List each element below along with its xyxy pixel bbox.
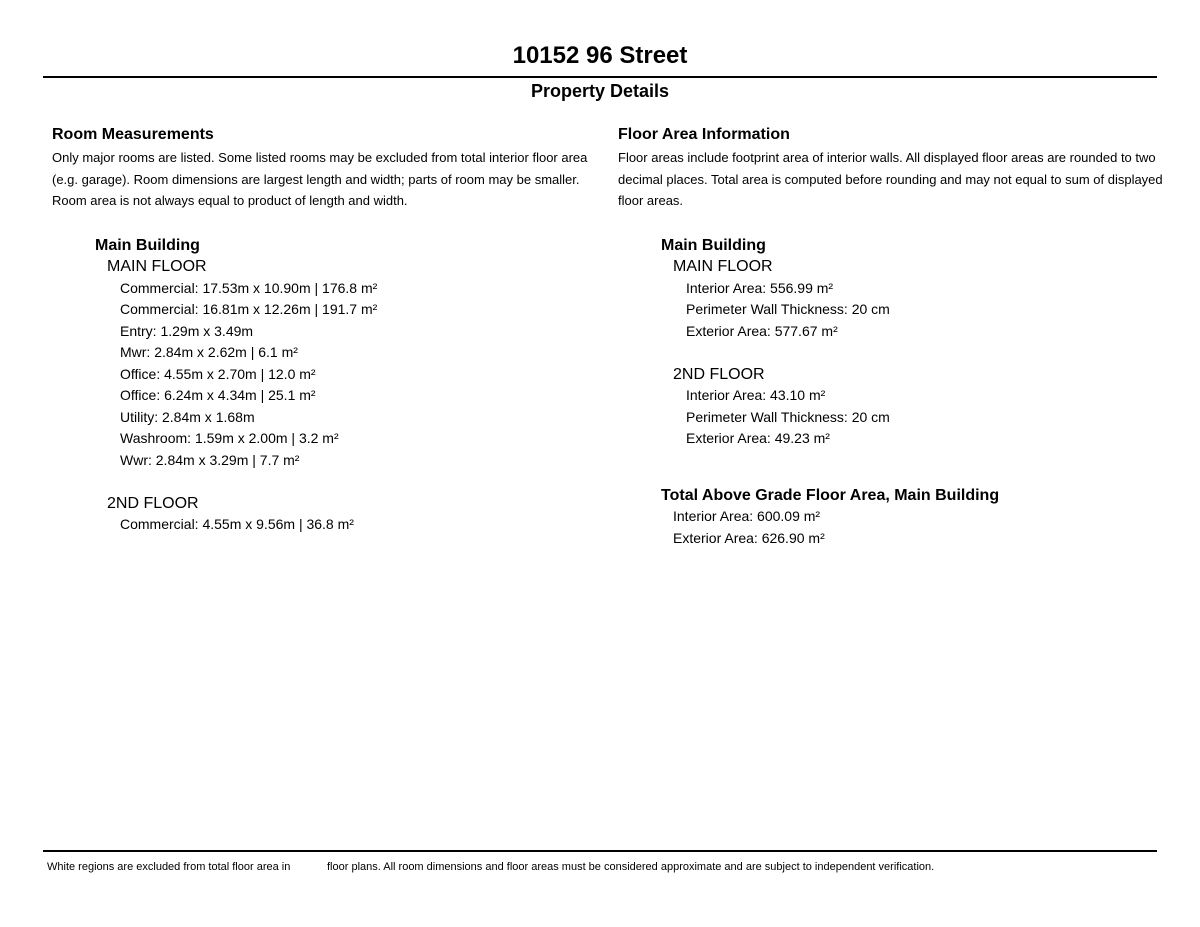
footer-note-part2: floor plans. All room dimensions and floor areas must be considered approximate and are subject to independent verification. <box>327 861 935 873</box>
room-floor-main <box>107 256 592 471</box>
room-floor-second <box>107 493 592 536</box>
area-building-block <box>661 235 1168 450</box>
room-building-name: Main Building <box>95 236 200 254</box>
floor-area-heading: Floor Area Information <box>618 126 790 143</box>
area-item: Exterior Area: 577.67 m² <box>686 322 838 339</box>
room-item: Office: 4.55m x 2.70m | 12.0 m² <box>120 365 316 382</box>
page-title: 10152 96 Street <box>512 42 688 69</box>
room-item: Entry: 1.29m x 3.49m <box>120 322 254 339</box>
room-item: Commercial: 16.81m x 12.26m | 191.7 m² <box>120 301 378 317</box>
room-measurements-heading: Room Measurements <box>52 126 214 143</box>
room-item: Commercial: 4.55m x 9.56m | 36.8 m² <box>120 516 354 532</box>
area-floor-second <box>673 364 1168 450</box>
area-floor-name: MAIN FLOOR <box>673 258 773 275</box>
room-item: Mwr: 2.84m x 2.62m | 6.1 m² <box>120 344 298 360</box>
room-measurements-section <box>52 124 592 536</box>
total-area-block <box>661 485 1168 550</box>
area-item: Interior Area: 43.10 m² <box>686 387 826 403</box>
room-item: Utility: 2.84m x 1.68m <box>120 408 255 425</box>
footer-divider <box>43 850 1157 852</box>
room-item: Washroom: 1.59m x 2.00m | 3.2 m² <box>120 430 339 446</box>
room-item: Commercial: 17.53m x 10.90m | 176.8 m² <box>120 279 378 296</box>
total-interior-area: Interior Area: 600.09 m² <box>673 508 821 524</box>
floor-area-description: Floor areas include footprint area of interior walls. All displayed floor areas are rounded to two decimal places. Total area is computed before rounding and may not equal to sum of displayed floor areas. <box>618 150 1163 208</box>
area-item: Exterior Area: 49.23 m² <box>686 430 830 446</box>
area-building-name: Main Building <box>661 236 766 254</box>
footer-note-part1: White regions are excluded from total floor area in <box>47 861 291 873</box>
room-floor-name: MAIN FLOOR <box>107 258 207 275</box>
room-building-block <box>95 235 592 536</box>
room-item: Wwr: 2.84m x 3.29m | 7.7 m² <box>120 451 300 468</box>
page-subtitle: Property Details <box>530 81 670 101</box>
total-area-heading: Total Above Grade Floor Area, Main Building <box>661 486 1000 504</box>
room-item: Office: 6.24m x 4.34m | 25.1 m² <box>120 387 316 403</box>
header-divider <box>43 76 1157 78</box>
room-measurements-description: Only major rooms are listed. Some listed rooms may be excluded from total interior floor area (e.g. garage). Room dimensions are largest length and width; parts of room may be smaller. Room area is not always equal to product of length and width. <box>52 150 588 208</box>
floor-area-section <box>618 124 1168 549</box>
area-item: Perimeter Wall Thickness: 20 cm <box>686 408 890 425</box>
area-item: Interior Area: 556.99 m² <box>686 279 834 296</box>
room-floor-name: 2ND FLOOR <box>107 494 199 512</box>
area-item: Perimeter Wall Thickness: 20 cm <box>686 301 890 317</box>
total-exterior-area: Exterior Area: 626.90 m² <box>673 529 825 546</box>
area-floor-name: 2ND FLOOR <box>673 365 765 383</box>
area-floor-main <box>673 256 1168 342</box>
